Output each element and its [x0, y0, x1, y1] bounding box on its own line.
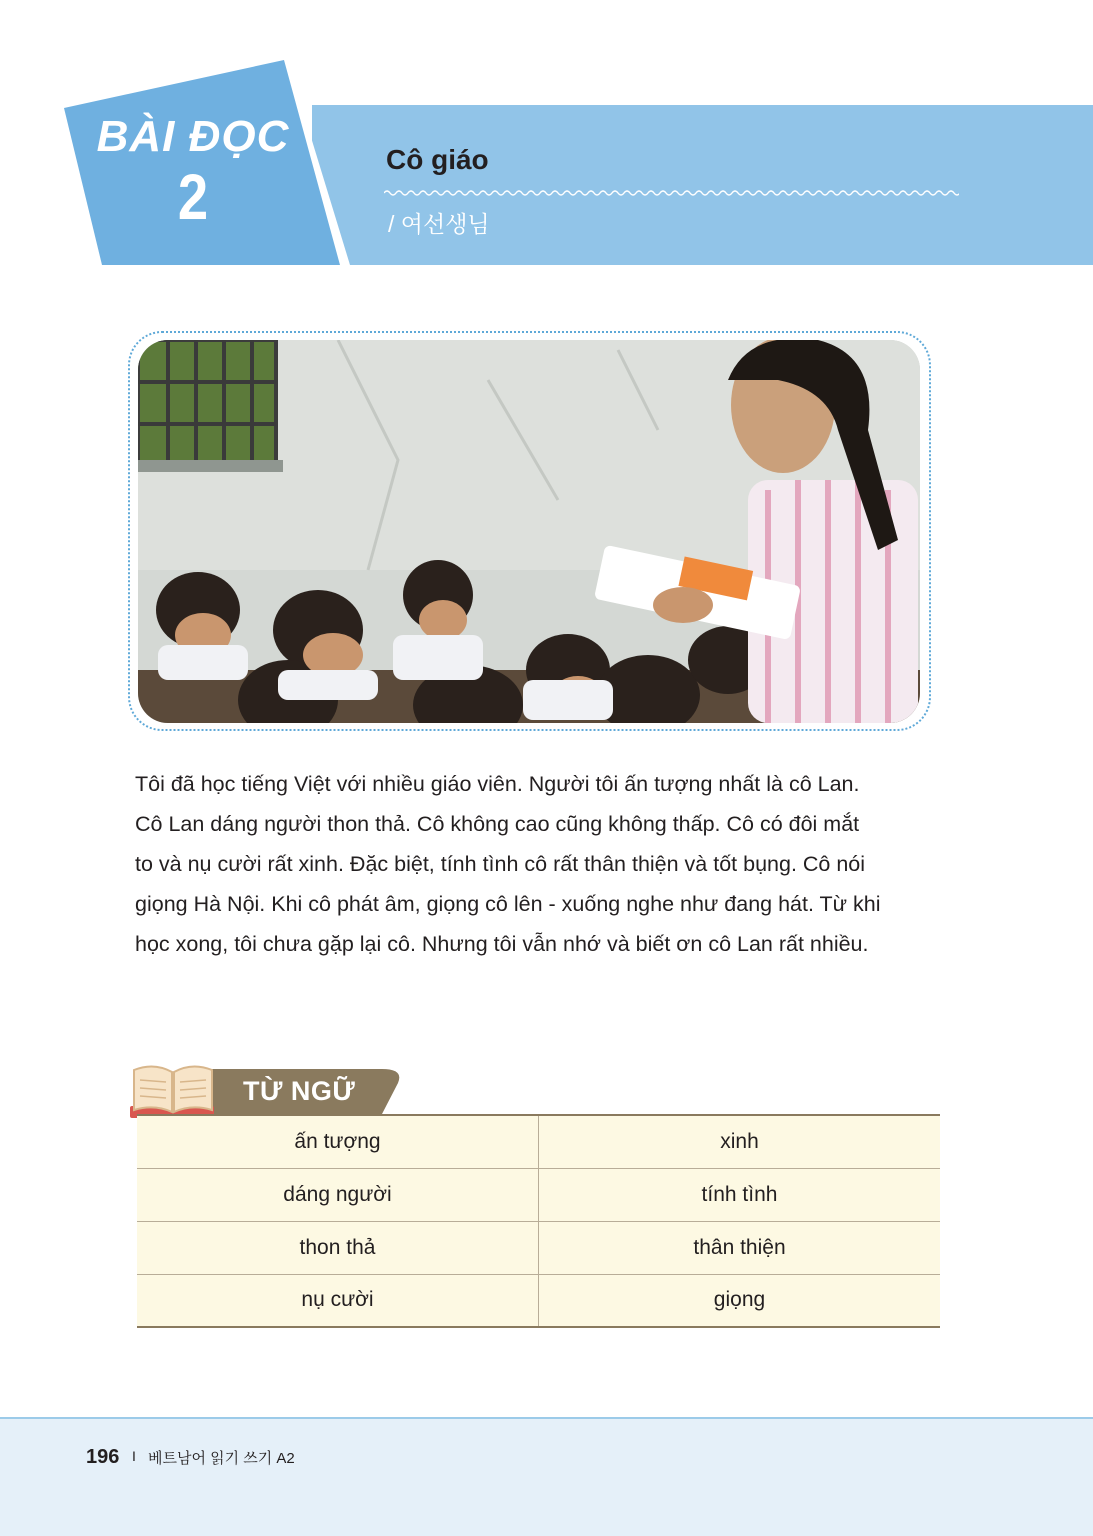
classroom-illustration: [138, 340, 920, 723]
page-number: 196: [86, 1446, 120, 1468]
reading-paragraph: [135, 764, 945, 964]
vocab-table: [137, 1114, 940, 1328]
reading-line: to và nụ cười rất xinh. Đặc biệt, tính tình cô rất thân thiện và tốt bụng. Cô nói: [135, 852, 866, 876]
reading-line: Tôi đã học tiếng Việt với nhiều giáo viên. Người tôi ấn tượng nhất là cô Lan.: [135, 772, 860, 796]
table-row: [137, 1168, 940, 1221]
classroom-photo: [138, 340, 920, 723]
lesson-tab-label: [68, 112, 318, 232]
vocab-cell: thân thiện: [539, 1221, 941, 1274]
vocab-cell: giọng: [539, 1274, 941, 1327]
lesson-title: Cô giáo: [386, 144, 489, 175]
lesson-label: BÀI ĐỌC: [96, 112, 290, 161]
header-band: [312, 105, 1093, 265]
wavy-divider: [384, 188, 959, 198]
footer-separator: I: [132, 1448, 136, 1464]
vocab-cell: thon thả: [137, 1221, 539, 1274]
reading-line: học xong, tôi chưa gặp lại cô. Nhưng tôi vẫn nhớ và biết ơn cô Lan rất nhiều.: [135, 932, 869, 956]
table-row: [137, 1274, 940, 1327]
lesson-subtitle: / 여선생님: [388, 211, 490, 237]
lesson-number: 2: [177, 161, 209, 233]
book-name: 베트남어 읽기 쓰기 A2: [148, 1450, 295, 1467]
vocab-cell: dáng người: [137, 1168, 539, 1221]
vocab-cell: ấn tượng: [137, 1115, 539, 1168]
vocab-cell: nụ cười: [137, 1274, 539, 1327]
reading-line: Cô Lan dáng người thon thả. Cô không cao cũng không thấp. Cô có đôi mắt: [135, 812, 860, 836]
footer-band: [0, 1417, 1093, 1536]
vocab-cell: tính tình: [539, 1168, 941, 1221]
vocab-title: TỪ NGỮ: [243, 1076, 356, 1106]
table-row: [137, 1221, 940, 1274]
reading-line: giọng Hà Nội. Khi cô phát âm, giọng cô lên - xuống nghe như đang hát. Từ khi: [135, 892, 881, 916]
table-row: [137, 1115, 940, 1168]
vocab-cell: xinh: [539, 1115, 941, 1168]
